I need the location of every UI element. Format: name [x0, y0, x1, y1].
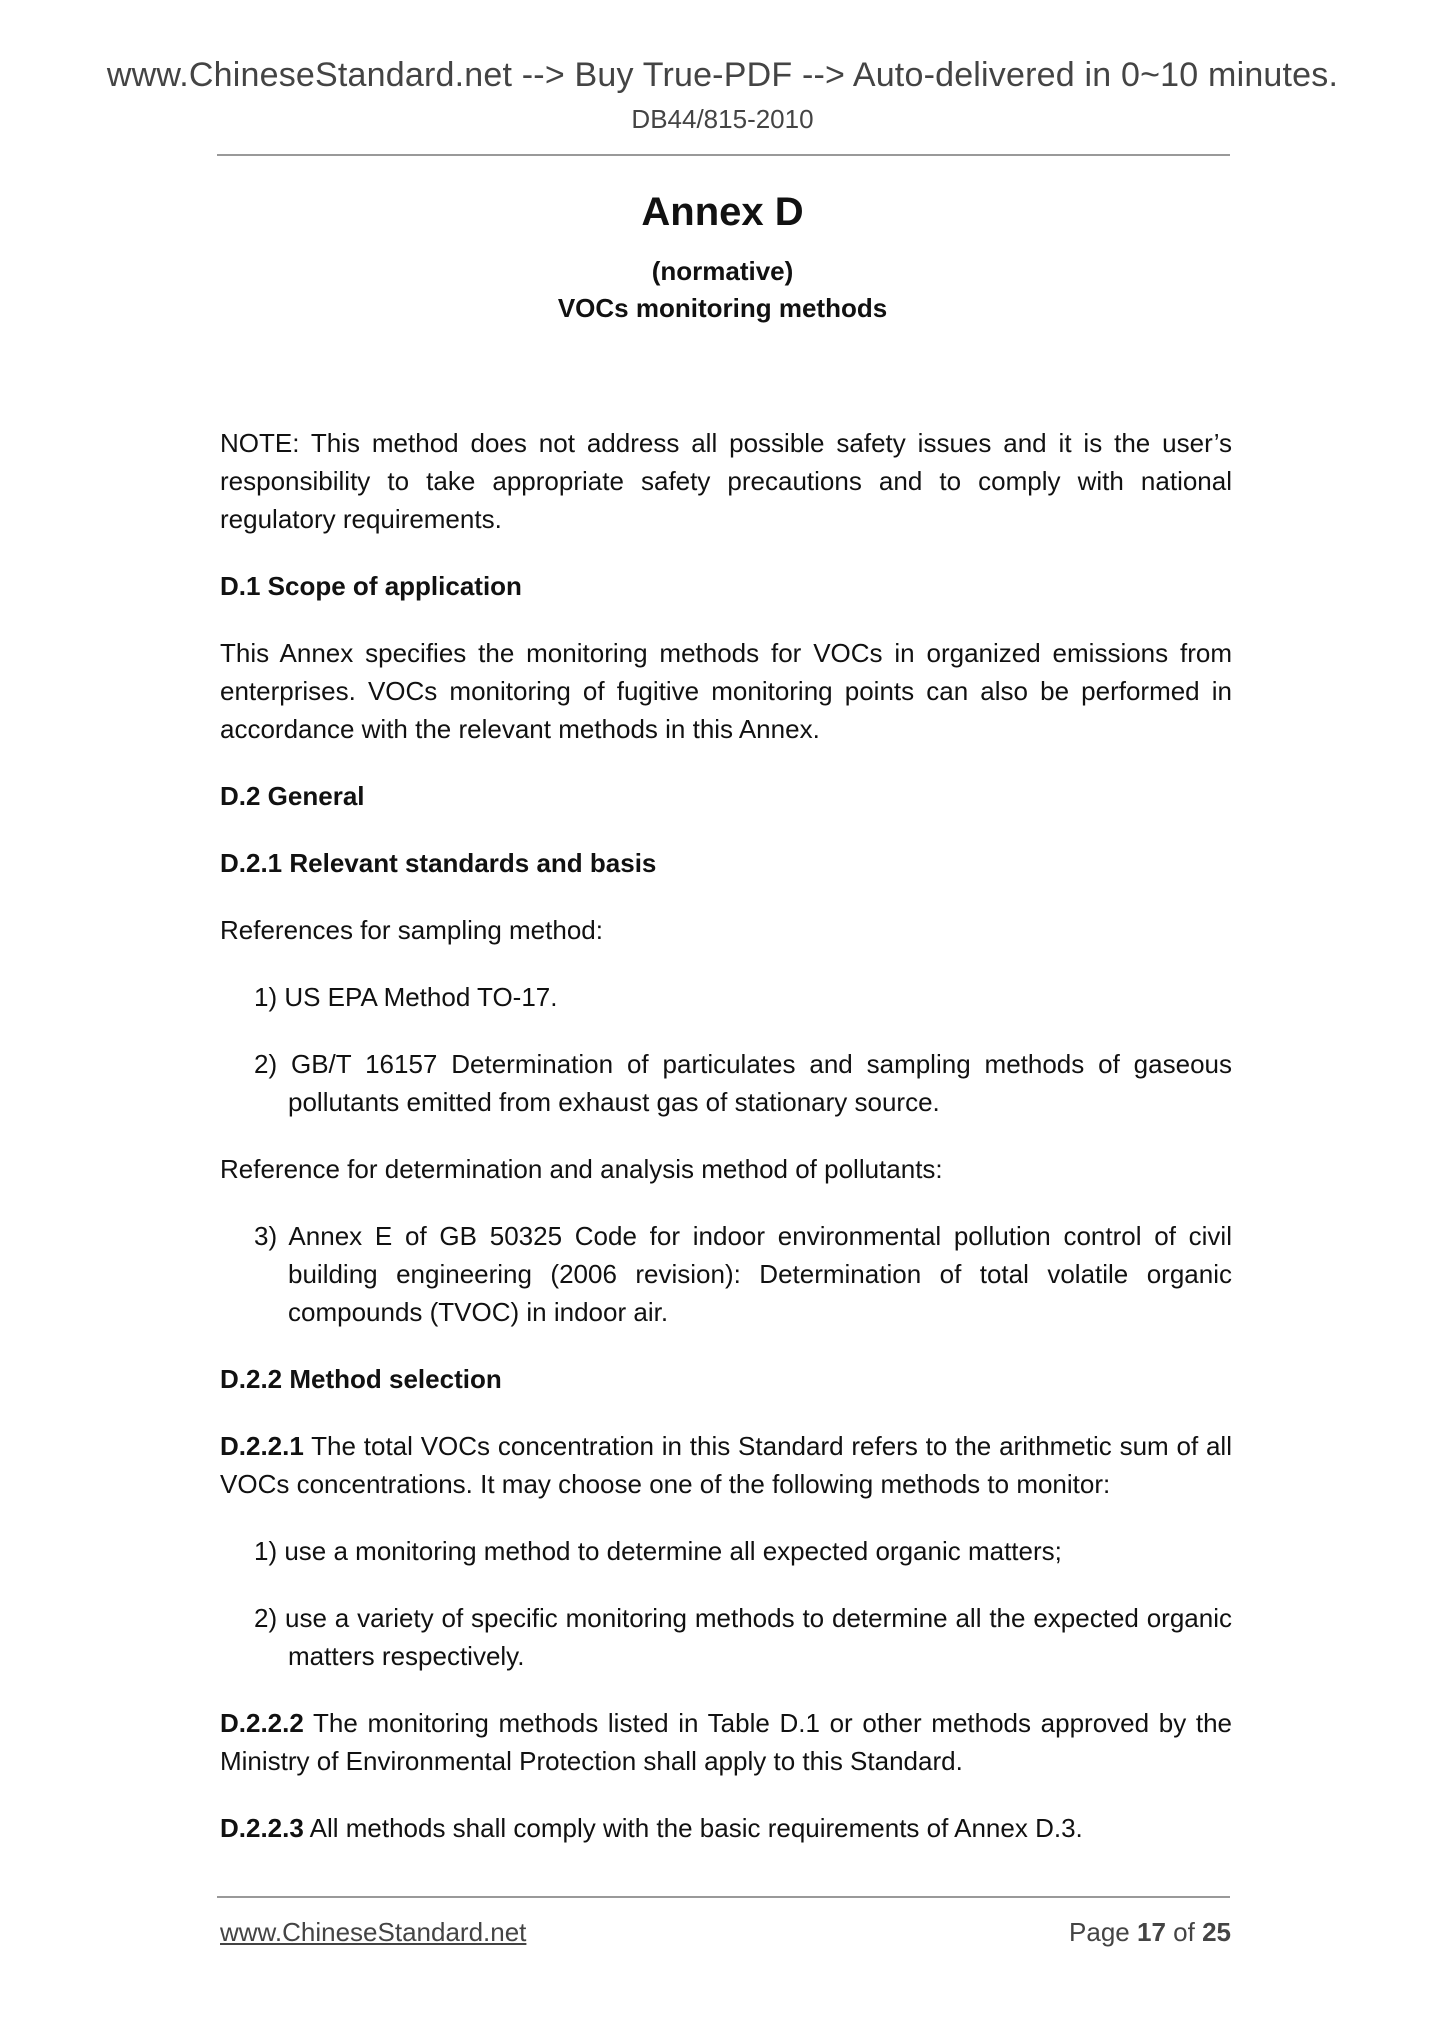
footer-divider	[217, 1896, 1230, 1898]
clause-number: D.2.2.3	[220, 1813, 304, 1843]
list-item: 1) US EPA Method TO-17.	[254, 982, 558, 1012]
clause-d223	[220, 1809, 1232, 1847]
list-item: 2) GB/T 16157 Determination of particulates and sampling methods of gaseous pollutants emitted from exhaust gas of stationary source.	[254, 1049, 1232, 1117]
clause-text: The monitoring methods listed in Table D.1 or other methods approved by the Ministry of Environmental Protection shall apply to this Standard.	[220, 1708, 1232, 1776]
document-number: DB44/815-2010	[631, 104, 814, 134]
annex-title: Annex D	[641, 190, 804, 234]
page-of: of	[1173, 1917, 1195, 1947]
clause-d221	[220, 1427, 1232, 1503]
footer-website-link[interactable]: www.ChineseStandard.net	[220, 1917, 527, 1947]
clause-text: The total VOCs concentration in this Standard refers to the arithmetic sum of all VOCs concentrations. It may choose one of the following methods to monitor:	[220, 1431, 1232, 1499]
header-divider	[217, 154, 1230, 156]
section-heading-d21: D.2.1 Relevant standards and basis	[220, 848, 657, 878]
page-indicator	[1069, 1917, 1231, 1948]
section-heading-d1: D.1 Scope of application	[220, 571, 522, 601]
scope-paragraph: This Annex specifies the monitoring methods for VOCs in organized emissions from enterprises. VOCs monitoring of fugitive monitoring points can also be performed in accordance with the relevant methods in this Annex.	[220, 638, 1232, 744]
sampling-intro: References for sampling method:	[220, 915, 603, 945]
safety-note: NOTE: This method does not address all possible safety issues and it is the user’s responsibility to take appropriate safety precautions and to comply with national regulatory requirements.	[220, 428, 1232, 534]
document-body	[220, 424, 1232, 1876]
section-heading-d22: D.2.2 Method selection	[220, 1364, 502, 1394]
annex-type: (normative)	[651, 256, 794, 286]
page-total: 25	[1202, 1917, 1231, 1947]
clause-number: D.2.2.1	[220, 1431, 304, 1461]
clause-text: All methods shall comply with the basic requirements of Annex D.3.	[303, 1813, 1083, 1843]
analysis-intro: Reference for determination and analysis method of pollutants:	[220, 1154, 943, 1184]
annex-subtitle: VOCs monitoring methods	[557, 293, 888, 323]
page-label: Page	[1069, 1917, 1130, 1947]
clause-d222	[220, 1704, 1232, 1780]
page-current: 17	[1137, 1917, 1166, 1947]
header-banner: www.ChineseStandard.net --> Buy True-PDF --> Auto-delivered in 0~10 minutes.	[106, 56, 1339, 94]
clause-number: D.2.2.2	[220, 1708, 304, 1738]
list-item: 3) Annex E of GB 50325 Code for indoor environmental pollution control of civil building engineering (2006 revision): Determination of total volatile organic compounds (TVOC) in indoor air.	[254, 1221, 1232, 1327]
section-heading-d2: D.2 General	[220, 781, 365, 811]
list-item: 2) use a variety of specific monitoring methods to determine all the expected organic matters respectively.	[254, 1603, 1232, 1671]
list-item: 1) use a monitoring method to determine all expected organic matters;	[254, 1536, 1062, 1566]
